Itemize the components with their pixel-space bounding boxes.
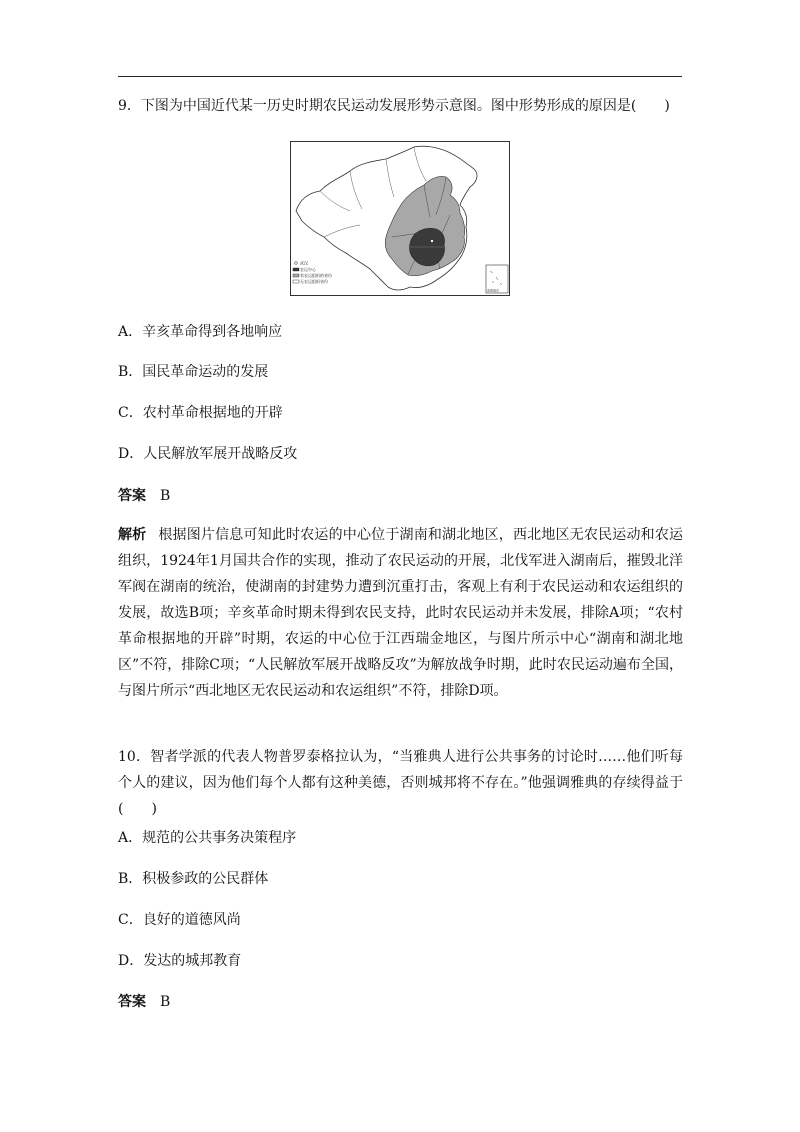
- legend-none-swatch: [293, 280, 299, 283]
- q9-answer-value: B: [160, 488, 171, 504]
- legend-center-swatch: [293, 268, 299, 271]
- q9-option-b: B．国民革命运动的发展: [118, 364, 269, 380]
- q9-analysis-label: 解析: [118, 527, 147, 543]
- question-9-stem: 9．下图为中国近代某一历史时期农民运动发展形势示意图。图中形势形成的原因是( ): [118, 98, 670, 114]
- legend-center: 农运中心: [300, 267, 316, 272]
- map-svg: [290, 141, 510, 296]
- inset-label: 南海诸岛: [487, 288, 500, 293]
- question-10-stem: 10．智者学派的代表人物普罗泰格拉认为，“当雅典人进行公共事务的讨论时……他们听每个人的建议，因为他们每个人都有这种美德，否则城邦将不存在。”他强调雅典的存续得益于( ): [118, 749, 683, 817]
- q9-option-d: D．人民解放军展开战略反攻: [118, 446, 298, 462]
- legend-none: 无农运组织省份: [300, 279, 328, 284]
- q10-answer-value: B: [160, 994, 171, 1010]
- south-sea-inset: [486, 265, 508, 293]
- q9-option-a: A．辛亥革命得到各地响应: [118, 324, 283, 340]
- q10-option-b: B．积极参政的公民群体: [118, 871, 269, 887]
- q9-analysis-text: 根据图片信息可知此时农运的中心位于湖南和湖北地区，西北地区无农民运动和农运组织，1924年1月国共合作的实现，推动了农民运动的开展，北伐军进入湖南后，摧毁北洋军阀在湖南的统治，使湖南的封建势力遭到沉重打击，客观上有利于农民运动和农运组织的发展，故选B项；辛亥革命时期未得到农民支持，此时农民运动并未发展，排除A项；“农村革命根据地的开辟”时期，农运的中心位于江西瑞金地区，与图片所示中心“湖南和湖北地区”不符，排除C项；“人民解放军展开战略反攻”为解放战争时期，此时农民运动遍布全国，与图片所示“西北地区无农民运动和农运组织”不符，排除D项。: [118, 527, 684, 699]
- q9-option-c: C．农村革命根据地的开辟: [118, 405, 283, 421]
- q9-answer-label: 答案: [118, 488, 146, 504]
- legend-organized: 有农运组织的省份: [300, 273, 332, 278]
- q9-answer: [118, 486, 683, 506]
- header-rule: [118, 76, 682, 77]
- legend-organized-swatch: [293, 274, 299, 277]
- q10-option-a: A．规范的公共事务决策程序: [118, 830, 297, 846]
- q10-answer: [118, 992, 683, 1012]
- wuhan-marker: [430, 239, 433, 242]
- q10-answer-label: 答案: [118, 994, 146, 1010]
- q9-analysis: [118, 522, 683, 704]
- legend-wuhan: 武汉: [300, 260, 308, 266]
- peasant-movement-map: [290, 141, 510, 296]
- legend-wuhan-marker: [295, 262, 298, 265]
- q10-option-d: D．发达的城邦教育: [118, 953, 242, 969]
- q10-option-c: C．良好的道德风尚: [118, 912, 241, 928]
